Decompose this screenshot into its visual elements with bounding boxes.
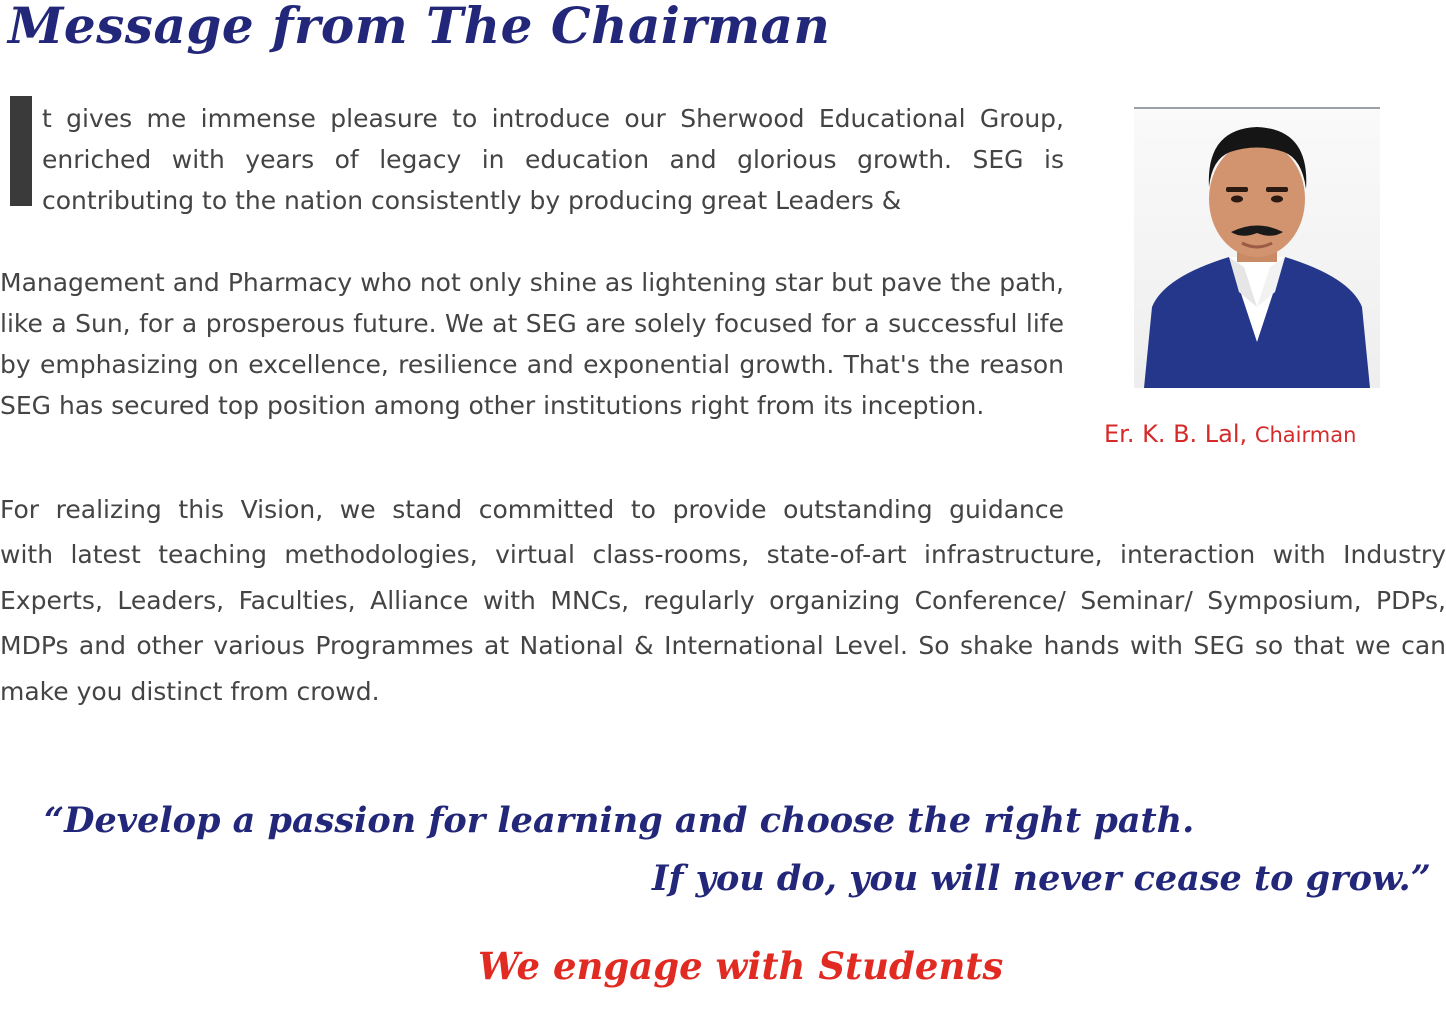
chairman-caption	[1104, 420, 1356, 448]
letter-paragraph-1: t gives me immense pleasure to introduce our Sherwood Educational Group, enriched with years of legacy in education and glorious growth. SEG is contributing to the nation consistently by producing great Leaders &	[42, 104, 1064, 215]
page-title: Message from The Chairman	[8, 0, 831, 55]
chairman-name: Er. K. B. Lal,	[1104, 420, 1248, 448]
chairman-photo	[1134, 107, 1380, 388]
letter-paragraph-3	[0, 488, 1446, 714]
chairman-role: Chairman	[1254, 423, 1357, 447]
letter-paragraph-3-first-line: For realizing this Vision, we stand committed to provide outstanding guidance	[0, 495, 1064, 524]
quote-line-1: “Develop a passion for learning and choose the right path.	[44, 800, 1195, 841]
drop-cap-letter-i	[10, 96, 32, 206]
letter-paragraph-2: Management and Pharmacy who not only shine as lightening star but pave the path, like a Sun, for a prosperous future. We at SEG are solely focused for a successful life by emphasizing on excellence, resilience and exponential growth. That's the reason SEG has secured top position among other institutions right from its inception.	[0, 268, 1064, 420]
letter-paragraph-3-body: with latest teaching methodologies, virtual class-rooms, state-of-art infrastructure, interaction with Industry Experts, Leaders, Faculties, Alliance with MNCs, regularly organizing Conference/ Seminar/ Symposium, PDPs, MDPs and other various Programmes at National & International Level. So shake hands with SEG so that we can make you distinct from crowd.	[0, 540, 1446, 706]
tagline: We engage with Students	[478, 944, 1004, 988]
quote-line-2: If you do, you will never cease to grow.”	[652, 858, 1431, 899]
